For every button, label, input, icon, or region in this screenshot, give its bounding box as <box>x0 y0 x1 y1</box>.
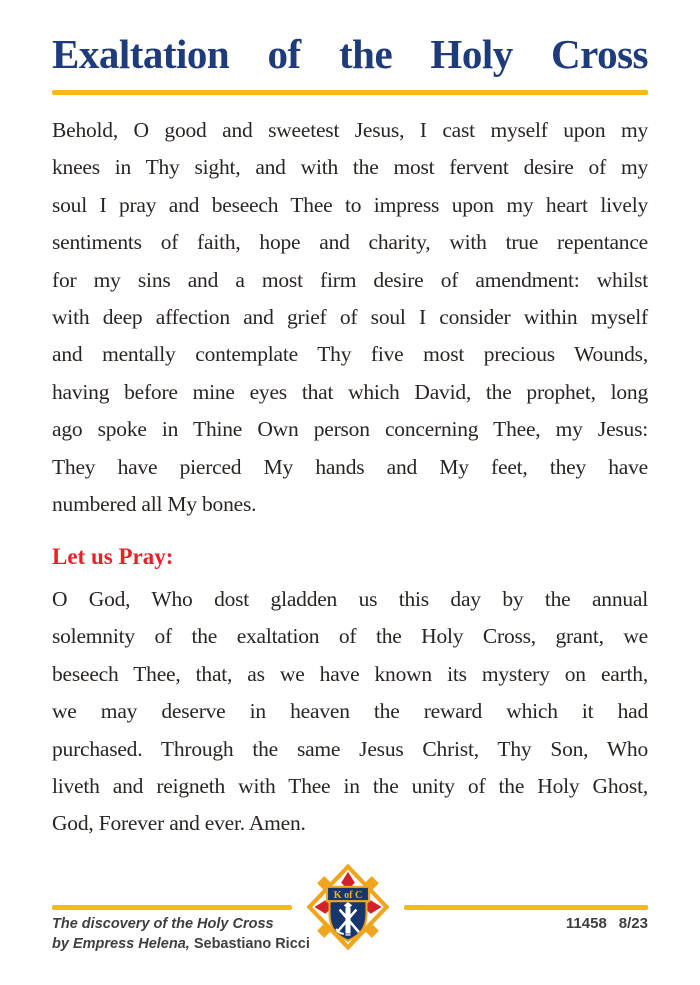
text-line: O God, Who dost gladden us this day by the annual <box>52 587 648 611</box>
text-line: Behold, O good and sweetest Jesus, I cast myself upon my <box>52 118 648 142</box>
text-line: God, Forever and ever. Amen. <box>52 811 306 836</box>
artwork-title: The discovery of the Holy Cross <box>52 916 274 932</box>
knights-of-columbus-emblem-icon <box>306 863 390 951</box>
artist-name: Sebastiano Ricci <box>193 935 310 952</box>
text-line: for my sins and a most firm desire of amendment: whilst <box>52 267 648 292</box>
text-line: with deep affection and grief of soul I consider within myself <box>52 305 648 330</box>
print-code <box>566 915 648 932</box>
text-line: sentiments of faith, hope and charity, with true repentance <box>52 230 648 255</box>
issue-date: 8/23 <box>618 915 648 932</box>
text-line: soul I pray and beseech Thee to impress upon my heart lively <box>52 192 648 217</box>
text-line: They have pierced My hands and My feet, they have <box>52 454 648 479</box>
page-title: Exaltation of the Holy Cross <box>52 31 648 77</box>
text-line: liveth and reigneth with Thee in the unity of the Holy Ghost, <box>52 774 648 799</box>
item-number: 11458 <box>565 915 607 932</box>
artwork-credit-line2 <box>52 935 310 955</box>
footer-divider-rule-left <box>52 905 292 910</box>
artwork-credit-line1 <box>52 915 310 935</box>
text-line: numbered all My bones. <box>52 492 257 517</box>
prayer-paragraph-2 <box>52 581 648 843</box>
text-line: knees in Thy sight, and with the most fervent desire of my <box>52 155 648 180</box>
title-divider-rule <box>52 90 648 95</box>
emblem-kofc-text: K of C <box>333 890 363 902</box>
text-line: solemnity of the exaltation of the Holy Cross, grant, we <box>52 624 648 649</box>
text-line: having before mine eyes that which David, the prophet, long <box>52 379 648 404</box>
prayer-paragraph-1 <box>52 112 648 523</box>
text-line: purchased. Through the same Jesus Christ, Thy Son, Who <box>52 736 648 761</box>
footer-divider-rule-right <box>404 905 648 910</box>
text-line: we may deserve in heaven the reward which it had <box>52 699 648 724</box>
let-us-pray-heading: Let us Pray: <box>52 544 174 569</box>
text-line: ago spoke in Thine Own person concerning Thee, my Jesus: <box>52 417 648 442</box>
artwork-subtitle: by Empress Helena, <box>52 935 190 952</box>
text-line: beseech Thee, that, as we have known its mystery on earth, <box>52 661 648 686</box>
artwork-credit <box>52 915 310 954</box>
text-line: and mentally contemplate Thy five most precious Wounds, <box>52 342 648 367</box>
